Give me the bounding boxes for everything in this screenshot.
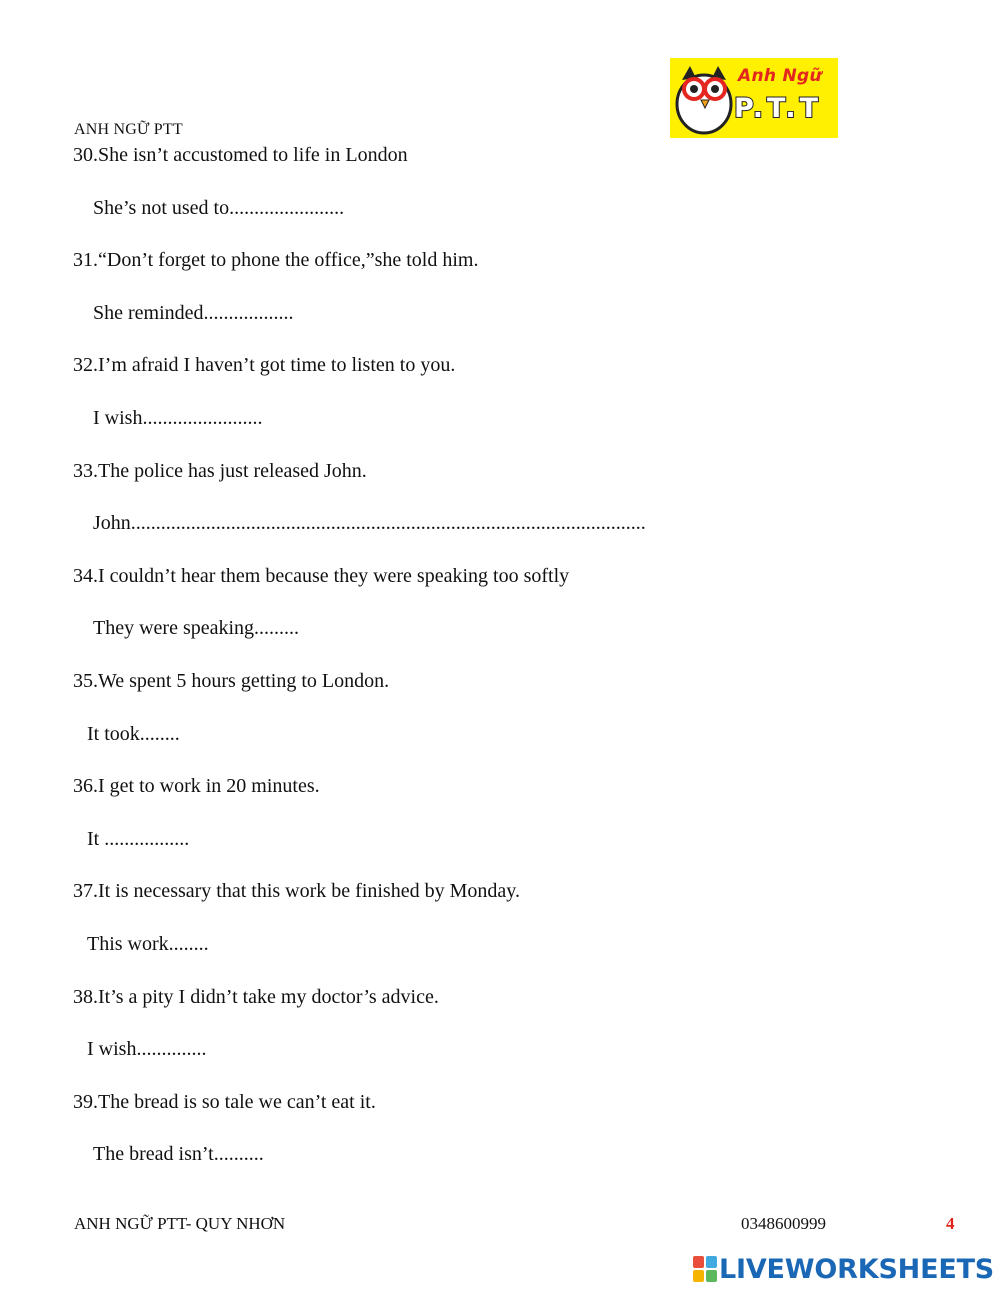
- exercise-39-answer: The bread isn’t..........: [93, 1143, 264, 1166]
- exercise-36-sentence: 36.I get to work in 20 minutes.: [73, 775, 320, 798]
- exercise-33-sentence: 33.The police has just released John.: [73, 459, 367, 482]
- footer-page-number: 4: [946, 1214, 955, 1233]
- exercise-36-answer: It .................: [87, 827, 190, 850]
- liveworksheets-watermark: [693, 1254, 994, 1284]
- exercise-30-sentence: 30.She isn’t accustomed to life in London: [73, 144, 408, 166]
- page-header-title: ANH NGỮ PTT: [74, 121, 183, 138]
- logo-top-text: Anh Ngữ: [738, 66, 822, 86]
- exercise-30-answer: She’s not used to.......................: [93, 196, 345, 219]
- exercise-38-answer: I wish..............: [87, 1038, 207, 1061]
- exercise-list: [73, 142, 933, 1194]
- exercise-31-sentence: 31.“Don’t forget to phone the office,”she told him.: [73, 249, 479, 272]
- exercise-34-sentence: 34.I couldn’t hear them because they were speaking too softly: [73, 564, 570, 587]
- exercise-38-sentence: 38.It’s a pity I didn’t take my doctor’s advice.: [73, 985, 439, 1008]
- exercise-31-answer: She reminded..................: [93, 301, 294, 324]
- anh-ngu-ptt-logo: [670, 58, 838, 138]
- liveworksheets-badge-icon: [693, 1256, 717, 1282]
- exercise-35-sentence: 35.We spent 5 hours getting to London.: [73, 669, 390, 692]
- exercise-32-sentence: 32.I’m afraid I haven’t got time to listen to you.: [73, 354, 456, 377]
- exercise-39-sentence: 39.The bread is so tale we can’t eat it.: [73, 1090, 376, 1113]
- footer-school-name: ANH NGỮ PTT- QUY NHƠN: [74, 1214, 286, 1233]
- exercise-32-answer: I wish........................: [93, 406, 263, 429]
- liveworksheets-text: LIVEWORKSHEETS: [719, 1253, 995, 1285]
- footer-phone-number: 0348600999: [741, 1214, 826, 1233]
- exercise-33-answer: John.......................................................................................................: [93, 512, 646, 535]
- exercise-34-answer: They were speaking.........: [93, 617, 300, 640]
- logo-bottom-text: P.T.T: [733, 93, 823, 124]
- exercise-37-answer: This work........: [87, 932, 209, 955]
- exercise-35-answer: It took........: [87, 722, 180, 745]
- exercise-37-sentence: 37.It is necessary that this work be finished by Monday.: [73, 880, 520, 903]
